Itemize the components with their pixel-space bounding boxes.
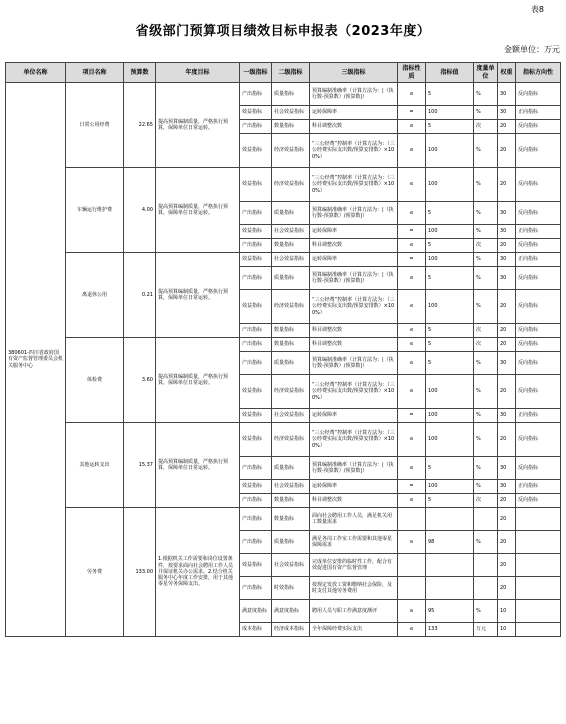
level2-indicator-cell: 数量指标 [272,494,310,508]
level3-indicator-cell: 满足各岗工作室工作需要和其他零星保障需求 [310,531,398,554]
weight-cell: 20 [498,134,516,168]
level1-indicator-cell: 产出指标 [240,494,272,508]
performance-goal-table [5,62,561,637]
level3-indicator-cell: 运转保障率 [310,409,398,423]
level1-indicator-cell: 产出指标 [240,352,272,375]
direction-cell: 正向指标 [516,253,561,267]
weight-cell: 20 [498,324,516,338]
measure-unit-cell: % [474,600,498,623]
indicator-nature-cell [398,554,426,577]
budget-cell: 22.65 [124,83,156,168]
level1-indicator-cell: 产出指标 [240,239,272,253]
direction-cell: 反向指标 [516,83,561,106]
level2-indicator-cell: 数量指标 [272,338,310,352]
level2-indicator-cell: 经济效益指标 [272,423,310,457]
indicator-value-cell: 95 [426,600,474,623]
measure-unit-cell: % [474,202,498,225]
direction-cell: 反向指标 [516,324,561,338]
level3-indicator-cell: 运转保障率 [310,253,398,267]
level1-indicator-cell: 效益指标 [240,554,272,577]
indicator-nature-cell: ≥ [398,600,426,623]
level2-indicator-cell: 满意度指标 [272,600,310,623]
weight-cell: 20 [498,531,516,554]
indicator-nature-cell: ≤ [398,267,426,290]
measure-unit-cell: % [474,423,498,457]
indicator-value-cell: 100 [426,134,474,168]
indicator-value-cell [426,508,474,531]
level2-indicator-cell: 质量指标 [272,267,310,290]
level1-indicator-cell: 效益指标 [240,375,272,409]
level3-indicator-cell: 科目调整次数 [310,338,398,352]
direction-cell: 反向指标 [516,202,561,225]
direction-cell: 反向指标 [516,134,561,168]
level3-indicator-cell: 全年保障经费实际支出 [310,623,398,637]
budget-cell: 133.00 [124,508,156,637]
project-name-cell: 离退休公用 [66,253,124,338]
weight-cell: 30 [498,480,516,494]
indicator-value-cell: 100 [426,375,474,409]
weight-cell: 30 [498,253,516,267]
level2-indicator-cell: 时效指标 [272,577,310,600]
table-row [6,168,561,202]
header-cell: 指标值 [426,63,474,83]
weight-cell: 20 [498,338,516,352]
measure-unit-cell: % [474,457,498,480]
weight-cell: 20 [498,290,516,324]
annual-goal-cell: 提高预算编制质量，严格执行预算，保障单位日常运转。 [156,423,240,508]
level1-indicator-cell: 产出指标 [240,531,272,554]
weight-cell: 20 [498,508,516,531]
weight-cell: 10 [498,600,516,623]
level1-indicator-cell: 产出指标 [240,120,272,134]
indicator-nature-cell: ≤ [398,168,426,202]
level2-indicator-cell: 经济效益指标 [272,375,310,409]
level1-indicator-cell: 满意度指标 [240,600,272,623]
table-row [6,83,561,106]
level1-indicator-cell: 效益指标 [240,253,272,267]
indicator-nature-cell: = [398,480,426,494]
level2-indicator-cell: 经济效益指标 [272,168,310,202]
weight-cell: 30 [498,106,516,120]
level2-indicator-cell: 质量指标 [272,457,310,480]
indicator-value-cell: 5 [426,352,474,375]
direction-cell: 反向指标 [516,423,561,457]
budget-cell: 4.00 [124,168,156,253]
measure-unit-cell: % [474,168,498,202]
indicator-value-cell: 5 [426,202,474,225]
measure-unit-cell: 次 [474,324,498,338]
level3-indicator-cell: 预算编制准确率（计算方法为：|（执行数-预算数）/预算数|） [310,83,398,106]
measure-unit-cell: 万元 [474,623,498,637]
header-cell: 项目名称 [66,63,124,83]
direction-cell [516,508,561,531]
weight-cell: 20 [498,168,516,202]
level1-indicator-cell: 效益指标 [240,134,272,168]
measure-unit-cell: % [474,480,498,494]
indicator-nature-cell: ≤ [398,134,426,168]
direction-cell: 反向指标 [516,494,561,508]
direction-cell: 反向指标 [516,352,561,375]
indicator-nature-cell: ≤ [398,494,426,508]
unit-name-cell: 380601-四川省政府国有资产监督管理委员会机关服务中心 [6,83,66,637]
level3-indicator-cell: 预算编制准确率（计算方法为：|（执行数-预算数）/预算数|） [310,202,398,225]
level2-indicator-cell: 数量指标 [272,324,310,338]
level3-indicator-cell: “三公经费”控制率（计算方法为：（三公经费实际支出数/预算安排数）×100%） [310,375,398,409]
weight-cell: 20 [498,375,516,409]
level3-indicator-cell: 科目调整次数 [310,494,398,508]
measure-unit-cell: % [474,352,498,375]
indicator-nature-cell: ≤ [398,352,426,375]
measure-unit-cell: % [474,83,498,106]
indicator-value-cell: 5 [426,494,474,508]
header-cell: 一级指标 [240,63,272,83]
project-name-cell: 日常公用经费 [66,83,124,168]
indicator-nature-cell: ≤ [398,423,426,457]
indicator-value-cell: 5 [426,338,474,352]
level3-indicator-cell: 按规定发放工资和缴纳社会保险，及时支付其他劳务费用 [310,577,398,600]
project-name-cell: 体检费 [66,338,124,423]
level3-indicator-cell: 预算编制准确率（计算方法为：|（执行数-预算数）/预算数|） [310,352,398,375]
direction-cell: 正向指标 [516,480,561,494]
level3-indicator-cell: 聘用人员与职工作满意度测评 [310,600,398,623]
indicator-value-cell: 100 [426,480,474,494]
table-row [6,253,561,267]
header-cell: 度量单位 [474,63,498,83]
measure-unit-cell: % [474,409,498,423]
header-cell: 权重 [498,63,516,83]
header-cell: 预算数 [124,63,156,83]
table-row [6,423,561,457]
level2-indicator-cell: 经济成本指标 [272,623,310,637]
measure-unit-cell: % [474,225,498,239]
level1-indicator-cell: 产出指标 [240,324,272,338]
direction-cell: 反向指标 [516,290,561,324]
direction-cell: 反向指标 [516,457,561,480]
header-cell: 年度目标 [156,63,240,83]
annual-goal-cell: 提高预算编制质量，严格执行预算，保障单位日常运转。 [156,83,240,168]
level1-indicator-cell: 效益指标 [240,168,272,202]
level2-indicator-cell: 社会效益指标 [272,106,310,120]
indicator-value-cell: 100 [426,106,474,120]
weight-cell: 30 [498,83,516,106]
indicator-nature-cell: ≤ [398,324,426,338]
direction-cell: 反向指标 [516,239,561,253]
indicator-value-cell: 5 [426,324,474,338]
header-cell: 单位名称 [6,63,66,83]
direction-cell: 正向指标 [516,106,561,120]
level1-indicator-cell: 产出指标 [240,457,272,480]
measure-unit-cell: 次 [474,494,498,508]
annual-goal-cell: 提高预算编制质量，严格执行预算，保障单位日常运转。 [156,338,240,423]
indicator-value-cell: 100 [426,409,474,423]
level1-indicator-cell: 效益指标 [240,409,272,423]
direction-cell: 正向指标 [516,225,561,239]
level1-indicator-cell: 效益指标 [240,290,272,324]
level1-indicator-cell: 产出指标 [240,577,272,600]
direction-cell: 反向指标 [516,338,561,352]
measure-unit-cell [474,577,498,600]
weight-cell: 20 [498,120,516,134]
level3-indicator-cell: 面向社会聘用工作人员，满足机关用工数量需求 [310,508,398,531]
indicator-value-cell [426,554,474,577]
indicator-nature-cell: = [398,253,426,267]
measure-unit-cell: 次 [474,120,498,134]
indicator-nature-cell [398,508,426,531]
annual-goal-cell: 1.根据机关工作需要和岗位设置条件，按要求面向社会聘用工作人员并保证机关办公需求。2.结合机关服务中心年度工作安排，用于其他零星劳务保障支出。 [156,508,240,637]
indicator-value-cell: 100 [426,423,474,457]
indicator-value-cell: 5 [426,457,474,480]
level2-indicator-cell: 社会效益指标 [272,409,310,423]
indicator-value-cell: 133 [426,623,474,637]
level3-indicator-cell: “三公经费”控制率（计算方法为：（三公经费实际支出数/预算安排数）×100%） [310,290,398,324]
weight-cell: 20 [498,554,516,577]
indicator-nature-cell: ≤ [398,290,426,324]
level2-indicator-cell: 质量指标 [272,352,310,375]
annual-goal-cell: 提高预算编制质量，严格执行预算，保障单位日常运转。 [156,168,240,253]
level1-indicator-cell: 效益指标 [240,480,272,494]
measure-unit-cell: 次 [474,338,498,352]
level3-indicator-cell: 运转保障率 [310,106,398,120]
measure-unit-cell: 次 [474,239,498,253]
level1-indicator-cell: 产出指标 [240,202,272,225]
indicator-value-cell: 5 [426,120,474,134]
measure-unit-cell: % [474,531,498,554]
level2-indicator-cell: 数量指标 [272,239,310,253]
indicator-nature-cell: ≤ [398,623,426,637]
weight-cell: 30 [498,267,516,290]
annual-goal-cell: 提高预算编制质量，严格执行预算，保障单位日常运转。 [156,253,240,338]
indicator-value-cell: 100 [426,253,474,267]
indicator-nature-cell: ≤ [398,457,426,480]
level3-indicator-cell: 科目调整次数 [310,324,398,338]
indicator-value-cell: 100 [426,168,474,202]
project-name-cell: 劳务费 [66,508,124,637]
indicator-nature-cell: = [398,225,426,239]
level2-indicator-cell: 社会效益指标 [272,253,310,267]
level3-indicator-cell: 完成单位安排的临时性工作，配合有效促进国有资产监督管理 [310,554,398,577]
level1-indicator-cell: 产出指标 [240,83,272,106]
weight-cell: 30 [498,457,516,480]
level1-indicator-cell: 效益指标 [240,423,272,457]
level2-indicator-cell: 质量指标 [272,202,310,225]
indicator-value-cell: 98 [426,531,474,554]
level3-indicator-cell: 运转保障率 [310,225,398,239]
measure-unit-cell [474,554,498,577]
weight-cell: 20 [498,577,516,600]
measure-unit-cell: % [474,134,498,168]
indicator-nature-cell: ≤ [398,202,426,225]
header-cell: 三级指标 [310,63,398,83]
table-row [6,338,561,352]
indicator-nature-cell: = [398,409,426,423]
indicator-value-cell: 100 [426,225,474,239]
level3-indicator-cell: 科目调整次数 [310,239,398,253]
page-title: 省级部门预算项目绩效目标申报表（2023年度） [135,24,431,39]
indicator-nature-cell: ≤ [398,239,426,253]
direction-cell [516,623,561,637]
level3-indicator-cell: “三公经费”控制率（计算方法为：（三公经费实际支出数/预算安排数）×100%） [310,168,398,202]
indicator-value-cell: 5 [426,83,474,106]
weight-cell: 20 [498,494,516,508]
level2-indicator-cell: 质量指标 [272,83,310,106]
level1-indicator-cell: 效益指标 [240,225,272,239]
indicator-value-cell [426,577,474,600]
level3-indicator-cell: 预算编制准确率（计算方法为：|（执行数-预算数）/预算数|） [310,267,398,290]
direction-cell: 正向指标 [516,409,561,423]
level2-indicator-cell: 质量指标 [272,531,310,554]
direction-cell: 反向指标 [516,168,561,202]
level2-indicator-cell: 经济效益指标 [272,134,310,168]
project-name-cell: 车辆运行维护费 [66,168,124,253]
weight-cell: 30 [498,202,516,225]
indicator-value-cell: 5 [426,239,474,253]
weight-cell: 30 [498,352,516,375]
weight-cell: 10 [498,623,516,637]
project-name-cell: 其他运转支出 [66,423,124,508]
level1-indicator-cell: 产出指标 [240,267,272,290]
level3-indicator-cell: “三公经费”控制率（计算方法为：（三公经费实际支出数/预算安排数）×100%） [310,134,398,168]
budget-cell: 3.60 [124,338,156,423]
measure-unit-cell: % [474,253,498,267]
level2-indicator-cell: 社会效益指标 [272,480,310,494]
measure-unit-cell: % [474,375,498,409]
level1-indicator-cell: 产出指标 [240,338,272,352]
direction-cell [516,600,561,623]
table-row [6,508,561,531]
measure-unit-cell: % [474,267,498,290]
level2-indicator-cell: 社会效益指标 [272,554,310,577]
indicator-value-cell: 100 [426,290,474,324]
direction-cell: 反向指标 [516,375,561,409]
level1-indicator-cell: 成本指标 [240,623,272,637]
amount-unit-label: 金额单位：万元 [504,45,560,54]
level2-indicator-cell: 数量指标 [272,508,310,531]
weight-cell: 20 [498,239,516,253]
direction-cell [516,554,561,577]
measure-unit-cell: % [474,290,498,324]
weight-cell: 20 [498,423,516,457]
level3-indicator-cell: 运转保障率 [310,480,398,494]
indicator-nature-cell: ≤ [398,120,426,134]
indicator-nature-cell [398,577,426,600]
header-cell: 二级指标 [272,63,310,83]
table-number: 表8 [530,5,544,14]
level1-indicator-cell: 效益指标 [240,106,272,120]
level2-indicator-cell: 社会效益指标 [272,225,310,239]
level2-indicator-cell: 数量指标 [272,120,310,134]
level2-indicator-cell: 经济效益指标 [272,290,310,324]
measure-unit-cell: % [474,106,498,120]
level3-indicator-cell: “三公经费”控制率（计算方法为：（三公经费实际支出数/预算安排数）×100%） [310,423,398,457]
indicator-nature-cell: = [398,106,426,120]
level3-indicator-cell: 预算编制准确率（计算方法为：|（执行数-预算数）/预算数|） [310,457,398,480]
direction-cell [516,531,561,554]
level3-indicator-cell: 科目调整次数 [310,120,398,134]
header-row [6,63,561,83]
level1-indicator-cell: 产出指标 [240,508,272,531]
indicator-value-cell: 5 [426,267,474,290]
header-cell: 指标性质 [398,63,426,83]
direction-cell [516,577,561,600]
weight-cell: 30 [498,409,516,423]
measure-unit-cell [474,508,498,531]
budget-cell: 0.21 [124,253,156,338]
direction-cell: 反向指标 [516,120,561,134]
indicator-nature-cell: ≤ [398,338,426,352]
weight-cell: 30 [498,225,516,239]
header-cell: 指标方向性 [516,63,561,83]
indicator-nature-cell: ≤ [398,83,426,106]
indicator-nature-cell: ≤ [398,375,426,409]
indicator-nature-cell: ≥ [398,531,426,554]
budget-cell: 15.37 [124,423,156,508]
direction-cell: 反向指标 [516,267,561,290]
